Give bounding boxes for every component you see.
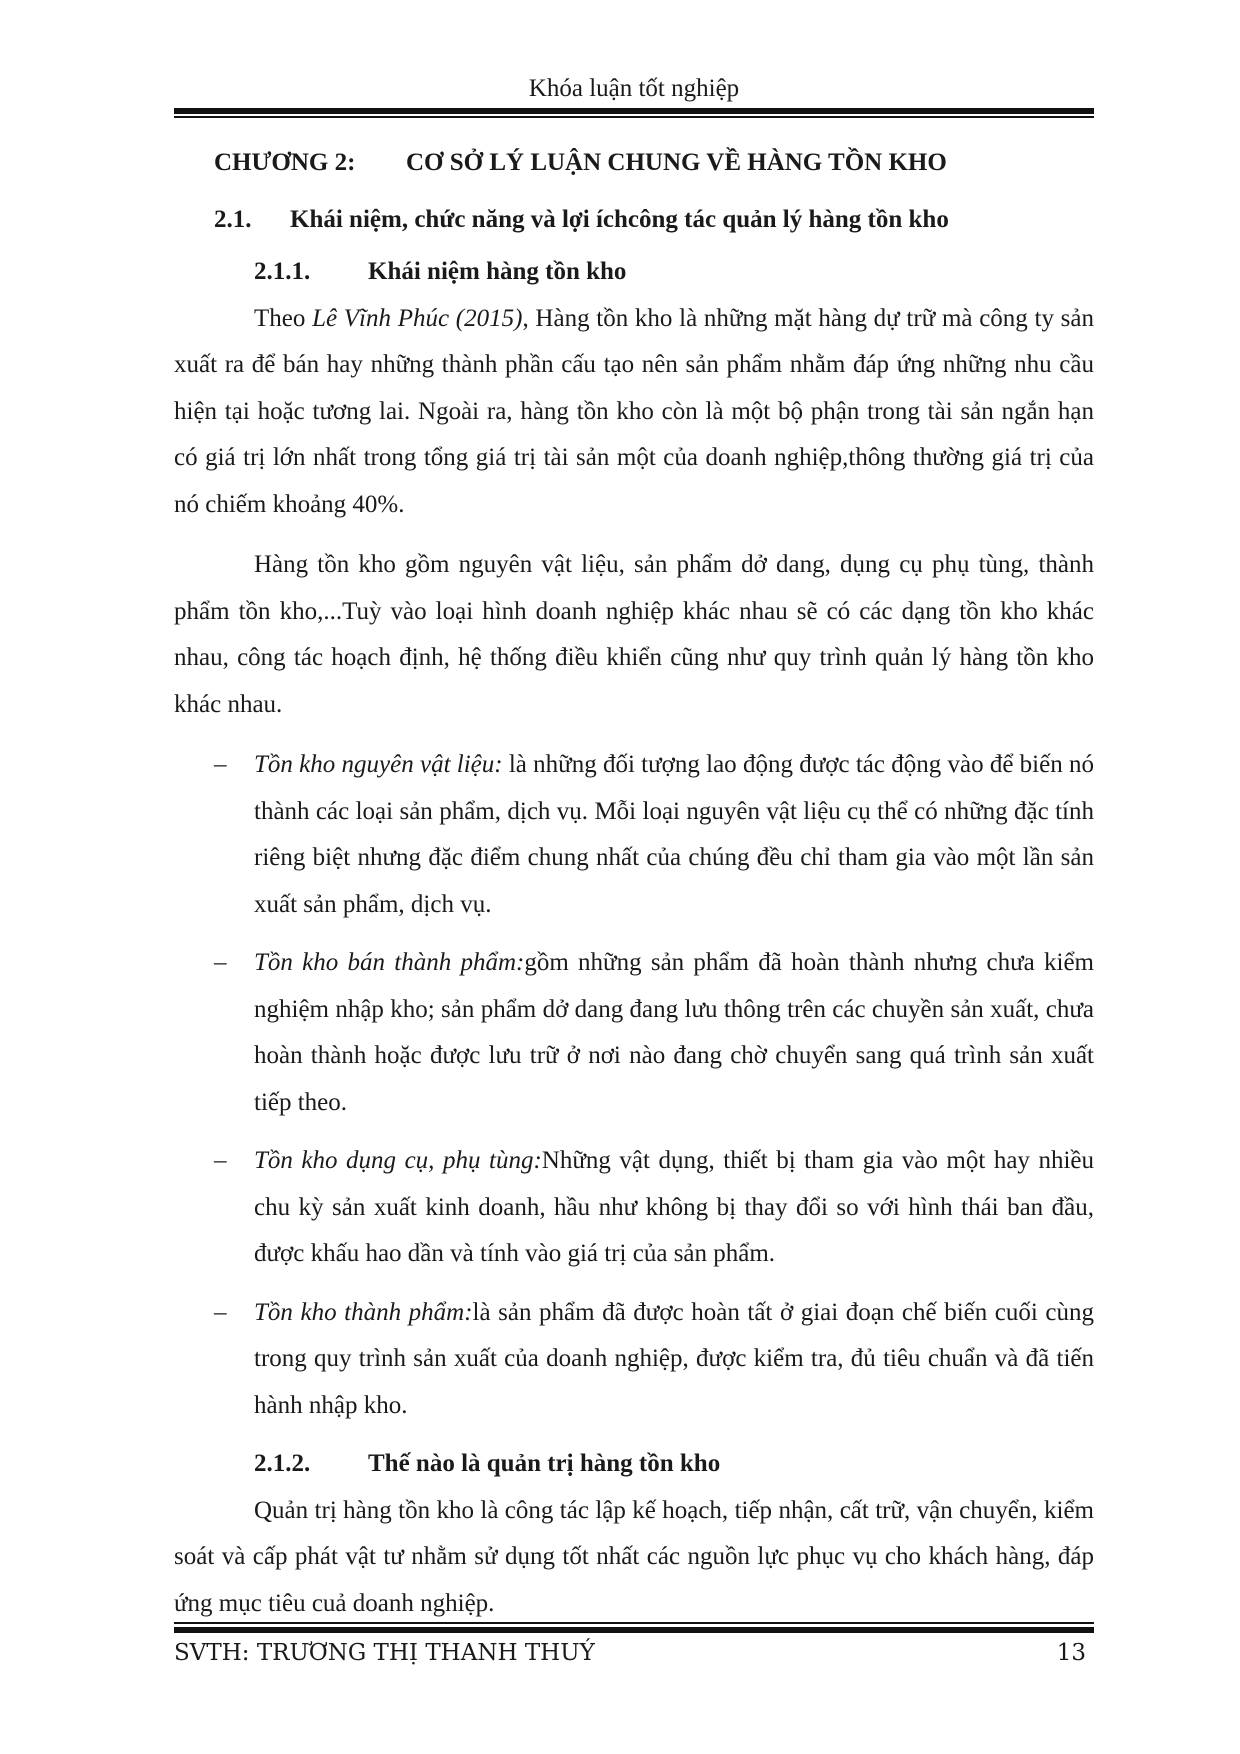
dash-bullet: –	[214, 751, 227, 778]
list-item	[174, 742, 1094, 928]
list-item-text: Những vật dụng, thiết bị tham gia vào một hay nhiều chu kỳ sản xuất kinh doanh, hầu như không bị thay đổi so với hình thái ban đầu, được khấu hao dần và tính vào giá trị của sản phẩm.	[254, 1147, 1094, 1267]
subsection-number: 2.1.1.	[254, 258, 311, 285]
running-header-title: Khóa luận tốt nghiệp	[528, 75, 740, 102]
list-item-text: là sản phẩm đã được hoàn tất ở giai đoạn chế biến cuối cùng trong quy trình sản xuất của doanh nghiệp, được kiểm tra, đủ tiêu chuẩn và đã tiến hành nhập kho.	[254, 1298, 1095, 1419]
list-item	[174, 1290, 1094, 1430]
section-heading-2-1	[214, 197, 1094, 244]
section-number: 2.1.	[214, 205, 252, 233]
subsection-title: Thế nào là quản trị hàng tồn kho	[368, 1450, 721, 1477]
chapter-title: CƠ SỞ LÝ LUẬN CHUNG VỀ HÀNG TỒN KHO	[406, 149, 947, 176]
citation: Lê Vĩnh Phúc (2015)	[312, 304, 523, 332]
list-item-term: Tồn kho dụng cụ, phụ tùng:	[254, 1147, 542, 1174]
subsection-number: 2.1.2.	[254, 1450, 311, 1477]
subsection-heading-2-1-1	[254, 249, 1094, 296]
dash-bullet: –	[214, 949, 227, 976]
list-item-term: Tồn kho bán thành phẩm:	[254, 949, 525, 976]
header-rule-thin	[174, 116, 1094, 118]
dash-bullet: –	[214, 1298, 227, 1326]
subsection-title: Khái niệm hàng tồn kho	[368, 258, 627, 285]
footer-author: SVTH: TRƯƠNG THỊ THANH THUÝ	[174, 1640, 595, 1666]
paragraph-text: Theo	[254, 304, 313, 332]
list-item	[174, 1138, 1094, 1278]
footer-rule-thin	[174, 1622, 1094, 1624]
list-item-term: Tồn kho nguyên vật liệu:	[254, 751, 503, 778]
footer-rule-thick	[174, 1627, 1094, 1633]
page-number: 13	[1056, 1640, 1086, 1666]
subsection-heading-2-1-2	[254, 1441, 1094, 1488]
list-item-term: Tồn kho thành phẩm:	[254, 1298, 473, 1326]
list-item-text: là những đối tượng lao động được tác động vào để biến nó thành các loại sản phẩm, dịch vụ. Mỗi loại nguyên vật liệu cụ thể có những đặc tính riêng biệt nhưng đặc điểm chung nhất của chúng đều chỉ tham gia vào một lần sản xuất sản phẩm, dịch vụ.	[254, 751, 1094, 918]
dash-bullet: –	[214, 1147, 227, 1174]
paragraph-inventory-types: Hàng tồn kho gồm nguyên vật liệu, sản phẩm dở dang, dụng cụ phụ tùng, thành phẩm tồn kho,...Tuỳ vào loại hình doanh nghiệp khác nhau sẽ có các dạng tồn kho khác nhau, công tác hoạch định, hệ thống điều khiển cũng như quy trình quản lý hàng tồn kho khác nhau.	[174, 551, 1094, 718]
inventory-type-list	[174, 742, 1094, 1429]
page-body	[174, 140, 1094, 1627]
chapter-heading	[214, 140, 1094, 187]
section-title: Khái niệm, chức năng và lợi íchcông tác quản lý hàng tồn kho	[290, 205, 949, 233]
paragraph-inventory-management: Quản trị hàng tồn kho là công tác lập kế hoạch, tiếp nhận, cất trữ, vận chuyển, kiểm soát và cấp phát vật tư nhằm sử dụng tốt nhất các nguồn lực phục vụ cho khách hàng, đáp ứng mục tiêu cuả doanh nghiệp.	[174, 1496, 1094, 1617]
header-rule-thick	[174, 108, 1094, 114]
list-item-text: gồm những sản phẩm đã hoàn thành nhưng chưa kiểm nghiệm nhập kho; sản phẩm dở dang đang lưu thông trên các chuyền sản xuất, chưa hoàn thành hoặc được lưu trữ ở nơi nào đang chờ chuyển sang quá trình sản xuất tiếp theo.	[254, 949, 1094, 1116]
paragraph-text: , Hàng tồn kho là những mặt hàng dự trữ mà công ty sản xuất ra để bán hay những thành phần cấu tạo nên sản phẩm nhằm đáp ứng những nhu cầu hiện tại hoặc tương lai. Ngoài ra, hàng tồn kho còn là một bộ phận trong tài sản ngắn hạn có giá trị lớn nhất trong tổng giá trị tài sản một của doanh nghiệp,thông thường giá trị của nó chiếm khoảng 40%.	[174, 304, 1094, 518]
paragraph-definition	[174, 296, 1094, 529]
chapter-number: CHƯƠNG 2:	[214, 149, 356, 176]
list-item	[174, 940, 1094, 1126]
